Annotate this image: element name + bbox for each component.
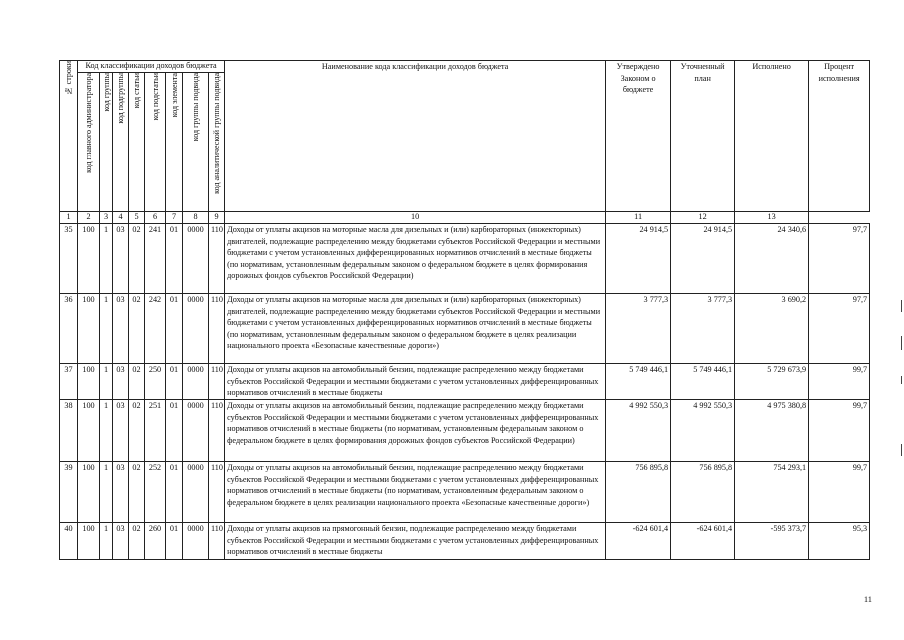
- executed-value: 3 690,2: [735, 294, 809, 364]
- column-number: 6: [145, 212, 166, 224]
- article-code: 02: [129, 400, 145, 462]
- executed-value: 5 729 673,9: [735, 364, 809, 400]
- subgroup-code: 03: [113, 364, 129, 400]
- scan-edge-mark: [901, 376, 902, 384]
- revenue-description: Доходы от уплаты акцизов на моторные масла для дизельных и (или) карбюраторных (инжекторных) двигателей, подлежащие распределению между бюджетами субъектов Российской Федерации и местными бюджетами с учетом установленных дифференцированных нормативов отчислений в местные бюджеты (по нормативам, установленным федеральным законом о федеральном бюджете в целях формирования дорожных фондов субъектов Российской Федерации): [225, 224, 606, 294]
- code-column-header: код элемента: [166, 73, 183, 212]
- approved-column-header: Утверждено Законом о бюджете: [606, 61, 671, 212]
- subarticle-code: 252: [145, 462, 166, 523]
- approved-value: 3 777,3: [606, 294, 671, 364]
- admin-code: 100: [78, 224, 100, 294]
- percent-value: 95,3: [809, 523, 870, 560]
- element-code: 01: [166, 400, 183, 462]
- code-column-header: код группы подвида: [183, 73, 209, 212]
- table-row: [60, 224, 870, 294]
- admin-code: 100: [78, 400, 100, 462]
- subgroup-code: 03: [113, 224, 129, 294]
- percent-value: 99,7: [809, 400, 870, 462]
- refined-value: -624 601,4: [671, 523, 735, 560]
- article-code: 02: [129, 523, 145, 560]
- page-number: 11: [863, 594, 872, 604]
- row-number: 39: [60, 462, 78, 523]
- scan-edge-mark: [901, 444, 902, 456]
- percent-value: 97,7: [809, 224, 870, 294]
- subtype-group-code: 0000: [183, 224, 209, 294]
- executed-value: 4 975 380,8: [735, 400, 809, 462]
- column-number: 5: [129, 212, 145, 224]
- analytic-group-code: 110: [209, 294, 225, 364]
- row-number: 37: [60, 364, 78, 400]
- subarticle-code: 251: [145, 400, 166, 462]
- table-row: [60, 523, 870, 560]
- group-code: 1: [100, 364, 113, 400]
- analytic-group-code: 110: [209, 462, 225, 523]
- scan-edge-mark: [901, 300, 902, 312]
- article-code: 02: [129, 224, 145, 294]
- subtype-group-code: 0000: [183, 364, 209, 400]
- article-code: 02: [129, 294, 145, 364]
- column-number: 8: [183, 212, 209, 224]
- code-column-header: код статьи: [129, 73, 145, 212]
- code-column-header: код подгруппы: [113, 73, 129, 212]
- revenue-description: Доходы от уплаты акцизов на моторные масла для дизельных и (или) карбюраторных (инжекторных) двигателей, подлежащие распределению между бюджетами субъектов Российской Федерации и местными бюджетами с учетом установленных дифференцированных нормативов отчислений в местные бюджеты (по нормативам, установленным федеральным законом о федеральном бюджете в целях реализации национального проекта «Безопасные качественные дороги»): [225, 294, 606, 364]
- admin-code: 100: [78, 523, 100, 560]
- column-number: 2: [78, 212, 100, 224]
- table-row: [60, 462, 870, 523]
- article-code: 02: [129, 462, 145, 523]
- article-code: 02: [129, 364, 145, 400]
- column-number: 11: [606, 212, 671, 224]
- percent-column-header: Процент исполнения: [809, 61, 870, 212]
- approved-value: -624 601,4: [606, 523, 671, 560]
- classification-code-group-header: Код классификации доходов бюджета: [78, 61, 225, 73]
- subgroup-code: 03: [113, 400, 129, 462]
- table-row: [60, 400, 870, 462]
- group-code: 1: [100, 462, 113, 523]
- code-column-header: код подстатьи: [145, 73, 166, 212]
- subarticle-code: 241: [145, 224, 166, 294]
- subgroup-code: 03: [113, 462, 129, 523]
- column-number: 13: [735, 212, 809, 224]
- row-number: 40: [60, 523, 78, 560]
- column-number: 9: [209, 212, 225, 224]
- admin-code: 100: [78, 364, 100, 400]
- group-code: 1: [100, 400, 113, 462]
- table-row: [60, 364, 870, 400]
- subtype-group-code: 0000: [183, 400, 209, 462]
- executed-value: -595 373,7: [735, 523, 809, 560]
- refined-column-header: Уточненный план: [671, 61, 735, 212]
- executed-value: 754 293,1: [735, 462, 809, 523]
- refined-value: 756 895,8: [671, 462, 735, 523]
- analytic-group-code: 110: [209, 400, 225, 462]
- approved-value: 4 992 550,3: [606, 400, 671, 462]
- refined-value: 5 749 446,1: [671, 364, 735, 400]
- element-code: 01: [166, 523, 183, 560]
- row-number-header: № строки: [60, 61, 78, 212]
- row-number: 35: [60, 224, 78, 294]
- row-number: 38: [60, 400, 78, 462]
- analytic-group-code: 110: [209, 364, 225, 400]
- refined-value: 3 777,3: [671, 294, 735, 364]
- element-code: 01: [166, 364, 183, 400]
- approved-value: 5 749 446,1: [606, 364, 671, 400]
- code-column-header: код аналитической группы подвида: [209, 73, 225, 212]
- column-number: 10: [225, 212, 606, 224]
- revenue-description: Доходы от уплаты акцизов на автомобильный бензин, подлежащие распределению между бюджетами субъектов Российской Федерации и местными бюджетами с учетом установленных дифференцированных нормативов отчислений в местные бюджеты (по нормативам, установленным федеральным законом о федеральном бюджете в целях реализации национального проекта «Безопасные качественные дороги»): [225, 462, 606, 523]
- column-number: 12: [671, 212, 735, 224]
- subgroup-code: 03: [113, 523, 129, 560]
- subtype-group-code: 0000: [183, 294, 209, 364]
- executed-value: 24 340,6: [735, 224, 809, 294]
- subarticle-code: 250: [145, 364, 166, 400]
- name-column-header: Наименование кода классификации доходов бюджета: [225, 61, 606, 212]
- subarticle-code: 242: [145, 294, 166, 364]
- subtype-group-code: 0000: [183, 523, 209, 560]
- table-header: [60, 61, 870, 224]
- group-code: 1: [100, 294, 113, 364]
- table-body: [60, 224, 870, 560]
- subarticle-code: 260: [145, 523, 166, 560]
- revenue-description: Доходы от уплаты акцизов на прямогонный бензин, подлежащие распределению между бюджетами субъектов Российской Федерации и местными бюджетами с учетом установленных дифференцированных нормативов отчислений в местные бюджеты: [225, 523, 606, 560]
- subgroup-code: 03: [113, 294, 129, 364]
- element-code: 01: [166, 224, 183, 294]
- code-column-header: код группы: [100, 73, 113, 212]
- column-number: 1: [60, 212, 78, 224]
- approved-value: 24 914,5: [606, 224, 671, 294]
- revenue-description: Доходы от уплаты акцизов на автомобильный бензин, подлежащие распределению между бюджетами субъектов Российской Федерации и местными бюджетами с учетом установленных дифференцированных нормативов отчислений в местные бюджеты: [225, 364, 606, 400]
- percent-value: 99,7: [809, 364, 870, 400]
- refined-value: 4 992 550,3: [671, 400, 735, 462]
- percent-value: 99,7: [809, 462, 870, 523]
- analytic-group-code: 110: [209, 523, 225, 560]
- revenue-description: Доходы от уплаты акцизов на автомобильный бензин, подлежащие распределению между бюджетами субъектов Российской Федерации и местными бюджетами с учетом установленных дифференцированных нормативов отчислений в местные бюджеты (по нормативам, установленным федеральным законом о федеральном бюджете в целях формирования дорожных фондов субъектов Российской Федерации): [225, 400, 606, 462]
- subtype-group-code: 0000: [183, 462, 209, 523]
- element-code: 01: [166, 294, 183, 364]
- scan-edge-mark: [901, 336, 902, 350]
- code-column-header: код главного администратора: [78, 73, 100, 212]
- percent-value: 97,7: [809, 294, 870, 364]
- refined-value: 24 914,5: [671, 224, 735, 294]
- element-code: 01: [166, 462, 183, 523]
- admin-code: 100: [78, 294, 100, 364]
- table-row: [60, 294, 870, 364]
- group-code: 1: [100, 224, 113, 294]
- budget-revenue-table: [59, 60, 870, 560]
- approved-value: 756 895,8: [606, 462, 671, 523]
- row-number: 36: [60, 294, 78, 364]
- admin-code: 100: [78, 462, 100, 523]
- column-number: 4: [113, 212, 129, 224]
- analytic-group-code: 110: [209, 224, 225, 294]
- group-code: 1: [100, 523, 113, 560]
- column-number: 7: [166, 212, 183, 224]
- executed-column-header: Исполнено: [735, 61, 809, 212]
- column-number-row: [60, 212, 870, 224]
- column-number: 3: [100, 212, 113, 224]
